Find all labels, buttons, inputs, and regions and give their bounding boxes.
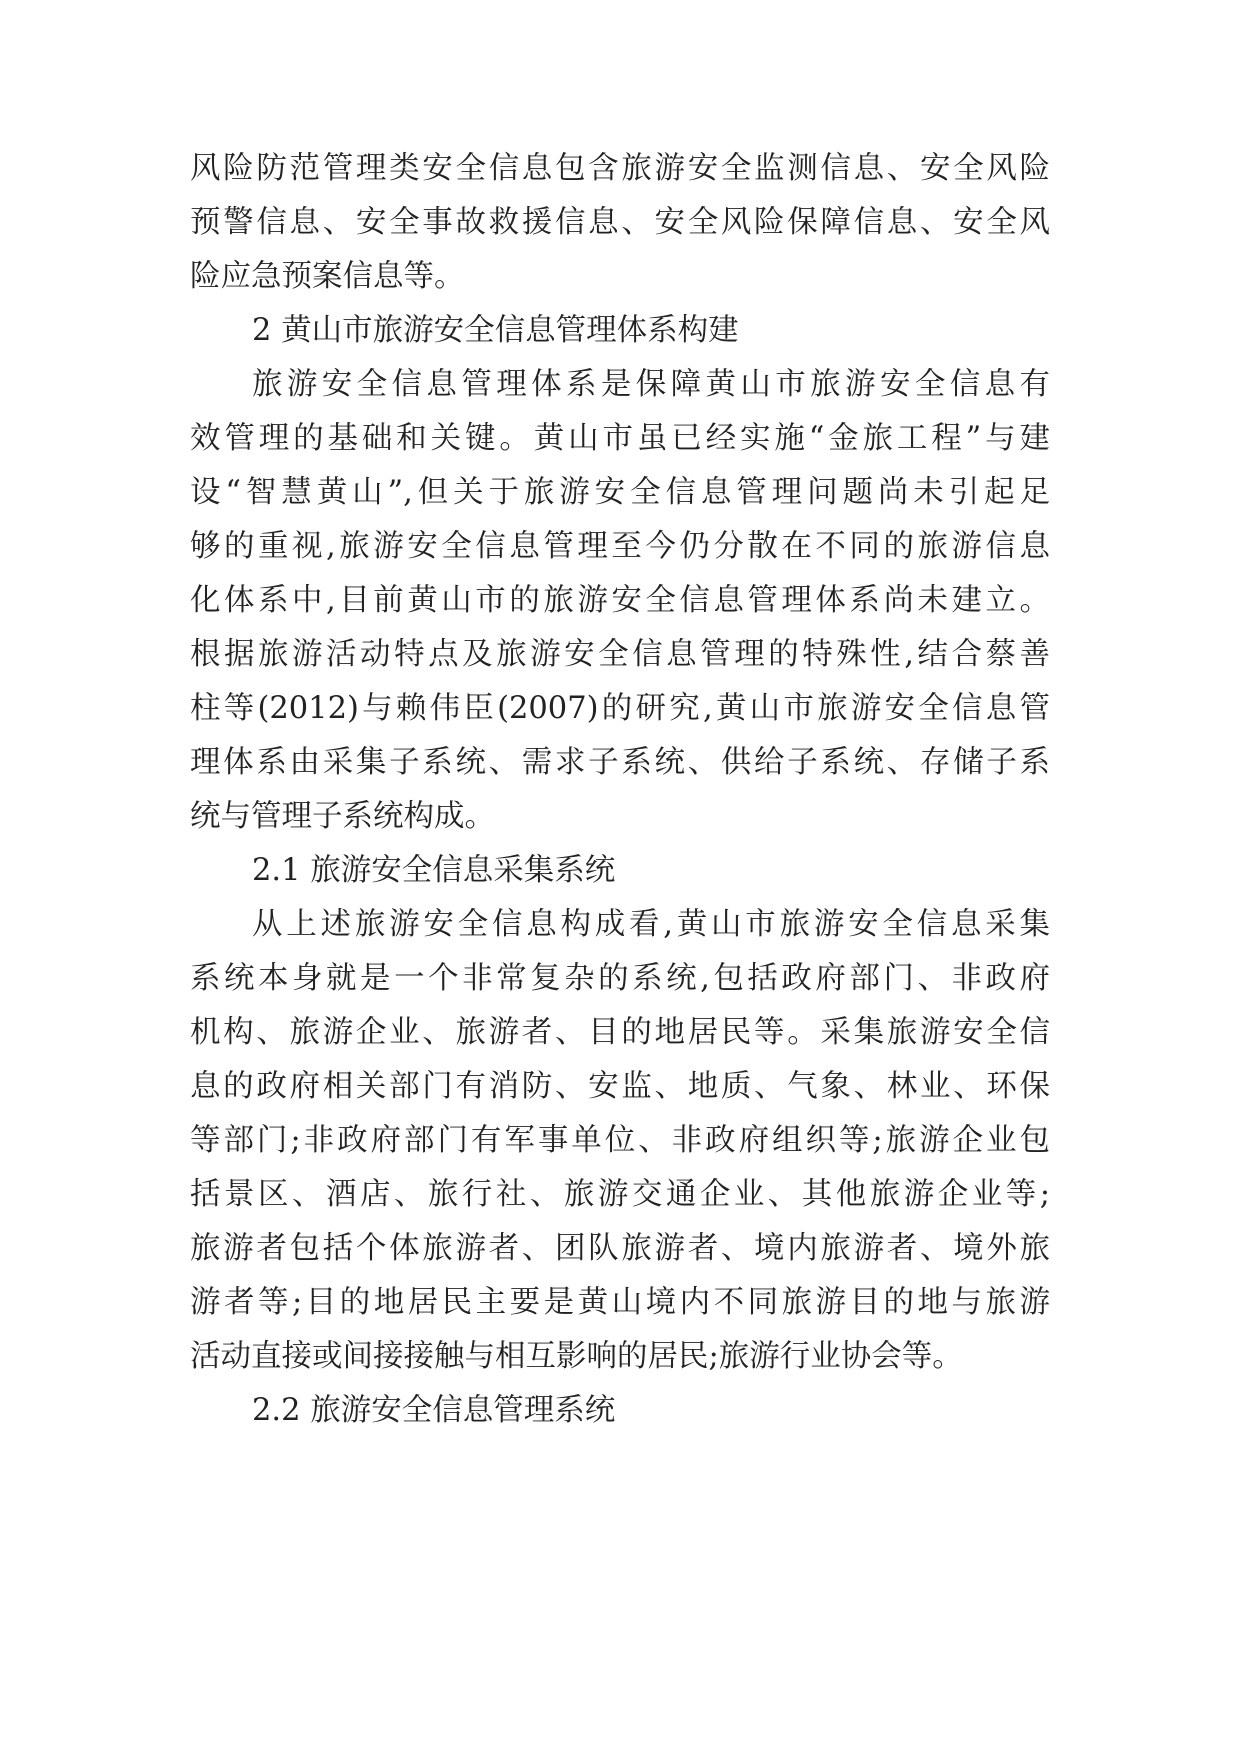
subsection-heading: 2.2 旅游安全信息管理系统 [252, 1393, 616, 1428]
paragraph-line: 游者等;目的地居民主要是黄山境内不同旅游目的地与旅游 [190, 1285, 1050, 1320]
paragraph-line: 柱等(2012)与赖伟臣(2007)的研究,黄山市旅游安全信息管 [190, 691, 1050, 726]
paragraph-line: 旅游安全信息管理体系是保障黄山市旅游安全信息有 [252, 367, 1050, 402]
paragraph-line: 旅游者包括个体旅游者、团队旅游者、境内旅游者、境外旅 [190, 1231, 1050, 1266]
paragraph-line: 活动直接或间接接触与相互影响的居民;旅游行业协会等。 [190, 1339, 963, 1374]
paragraph-line: 统与管理子系统构成。 [190, 799, 495, 834]
paragraph-line: 化体系中,目前黄山市的旅游安全信息管理体系尚未建立。 [190, 583, 1050, 618]
paragraph-line: 息的政府相关部门有消防、安监、地质、气象、林业、环保 [190, 1069, 1050, 1104]
paragraph-line: 理体系由采集子系统、需求子系统、供给子系统、存储子系 [190, 745, 1050, 780]
paragraph-line: 够的重视,旅游安全信息管理至今仍分散在不同的旅游信息 [190, 529, 1050, 564]
paragraph-line: 系统本身就是一个非常复杂的系统,包括政府部门、非政府 [190, 961, 1050, 996]
paragraph-line: 机构、旅游企业、旅游者、目的地居民等。采集旅游安全信 [190, 1015, 1050, 1050]
paragraph-line: 括景区、酒店、旅行社、旅游交通企业、其他旅游企业等; [190, 1177, 1050, 1212]
subsection-heading: 2.1 旅游安全信息采集系统 [252, 853, 616, 888]
paragraph-line: 预警信息、安全事故救援信息、安全风险保障信息、安全风 [190, 205, 1050, 240]
paragraph-line: 设“智慧黄山”,但关于旅游安全信息管理问题尚未引起足 [190, 475, 1050, 510]
paragraph-line: 风险防范管理类安全信息包含旅游安全监测信息、安全风险 [190, 151, 1050, 186]
section-heading: 2 黄山市旅游安全信息管理体系构建 [252, 313, 739, 348]
paragraph-line: 从上述旅游安全信息构成看,黄山市旅游安全信息采集 [252, 907, 1050, 942]
paragraph-line: 险应急预案信息等。 [190, 259, 465, 294]
paragraph-line: 根据旅游活动特点及旅游安全信息管理的特殊性,结合蔡善 [190, 637, 1050, 672]
paragraph-line: 效管理的基础和关键。黄山市虽已经实施“金旅工程”与建 [190, 421, 1050, 456]
paragraph-line: 等部门;非政府部门有军事单位、非政府组织等;旅游企业包 [190, 1123, 1050, 1158]
